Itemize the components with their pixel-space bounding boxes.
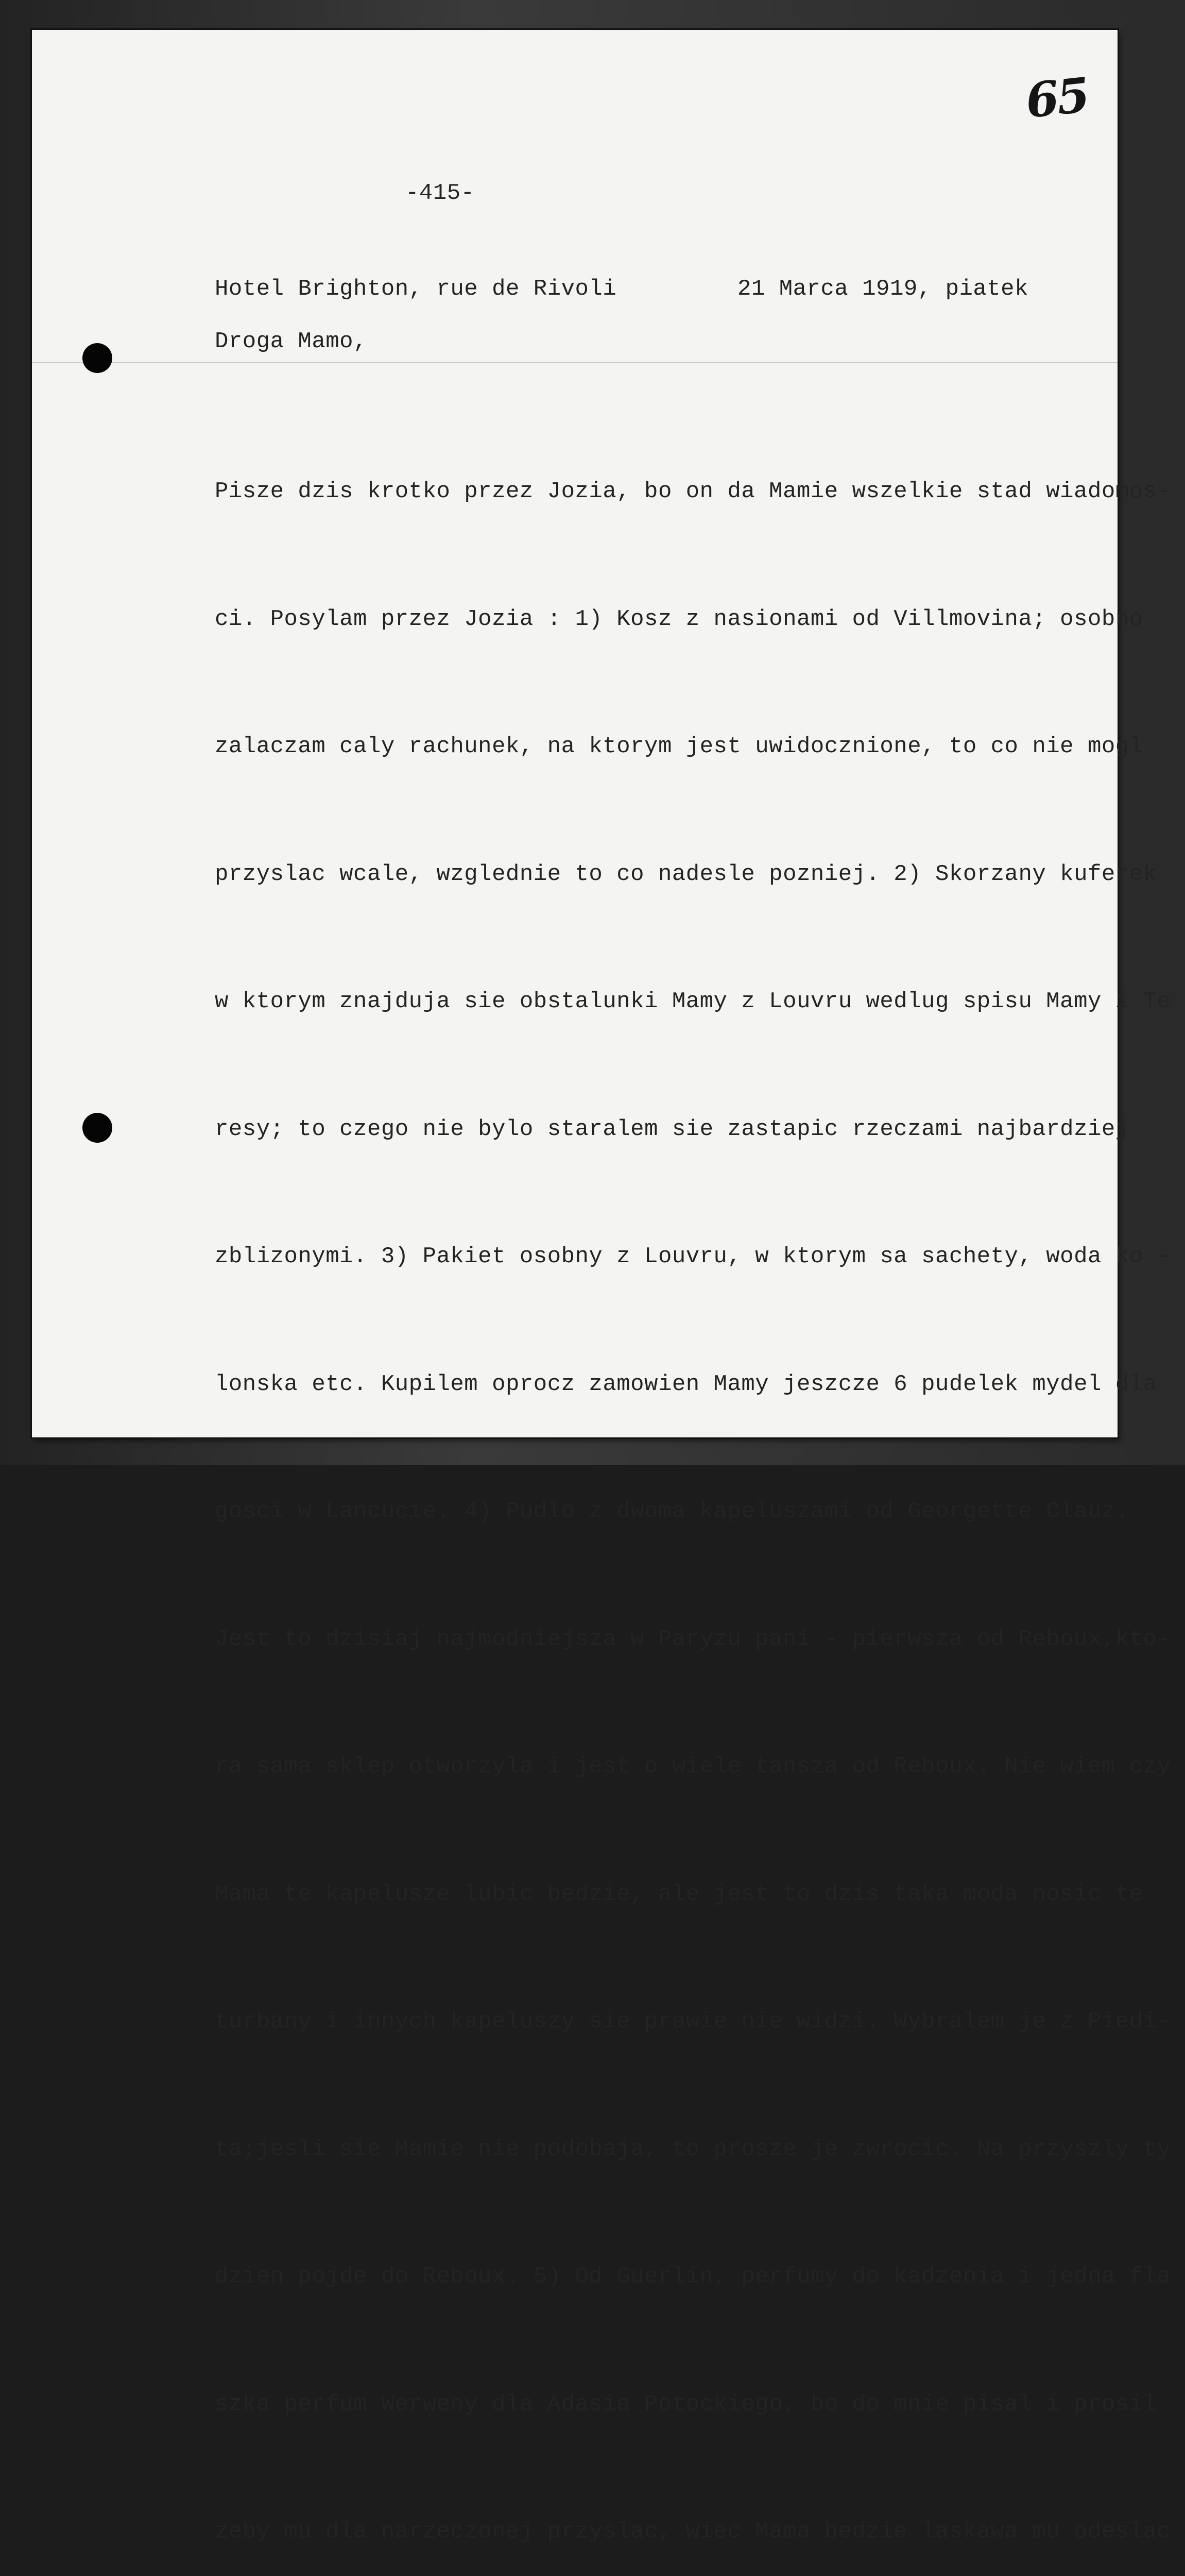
letter-date: 21 Marca 1919, piatek (737, 276, 1028, 302)
body-line: zalaczam caly rachunek, na ktorym jest uwidocznione, to co nie mogl (215, 734, 1143, 759)
page-number: -415- (405, 180, 475, 206)
body-line: ci. Posylam przez Jozia : 1) Kosz z nasionami od Villmovina; osobno (215, 606, 1143, 632)
body-line: zblizonymi. 3) Pakiet osobny z Louvru, w ktorym sa sachety, woda ko - (215, 1244, 1171, 1269)
body-line: Jest to dzisiaj najmodniejsza w Paryzu pani - pierwsza od Reboux,kto- (215, 1626, 1171, 1652)
handwritten-folio-number: 65 (1023, 67, 1091, 129)
body-line: turbany i innych kapeluszy sie prawie nie widzi. Wybralem je z Piedi- (215, 2009, 1171, 2035)
body-line: lonska etc. Kupilem oprocz zamowien Mamy jeszcze 6 pudelek mydel dla (215, 1371, 1157, 1397)
paper-fold-line (32, 362, 1118, 363)
body-line: gosci w Lancucie. 4) Pudlo z dwoma kapeluszami od Georgette Clauz. (215, 1499, 1129, 1524)
body-line: zeby mu dla narzeczonej przyslac, wiec Mama bedzie laskawa mu odeslac (215, 2519, 1171, 2545)
body-line: dzien pojde do Reboux. 5) Od Guerlin, perfumy do kadzenia i jedna fla (215, 2264, 1171, 2290)
body-line: ta;jesli sie Mamie nie podobaja, to prosze je zwrocic. Na przyszly ty (215, 2136, 1171, 2162)
body-line: resy; to czego nie bylo staralem sie zastapic rzeczami najbardziej (215, 1116, 1129, 1142)
typewritten-letter-page (32, 30, 1171, 2545)
letter-body (215, 385, 1171, 2576)
body-line: w ktorym znajduja sie obstalunki Mamy z Louvru wedlug spisu Mamy i Te (215, 989, 1171, 1014)
body-line: przyslac wcale, wzglednie to co nadesle pozniej. 2) Skorzany kuferek (215, 861, 1157, 887)
body-line: szka perfum Werweny dla Adasia Potockiego, bo do mnie pisal i prosil (215, 2391, 1157, 2417)
body-line: Pisze dzis krotko przez Jozia, bo on da Mamie wszelkie stad wiadomos- (215, 479, 1171, 504)
sender-address: Hotel Brighton, rue de Rivoli (215, 276, 617, 302)
body-line: ra sama sklep otworzyla i jest o wiele tansza od Reboux. Nie wiem czy (215, 1754, 1171, 1780)
punch-hole-bottom (82, 1113, 112, 1143)
salutation: Droga Mamo, (215, 329, 367, 354)
body-line: Mama te kapelusze lubic bedzie, ale jest to dzis taka moda nosic te (215, 1881, 1143, 1907)
punch-hole-top (82, 343, 112, 373)
